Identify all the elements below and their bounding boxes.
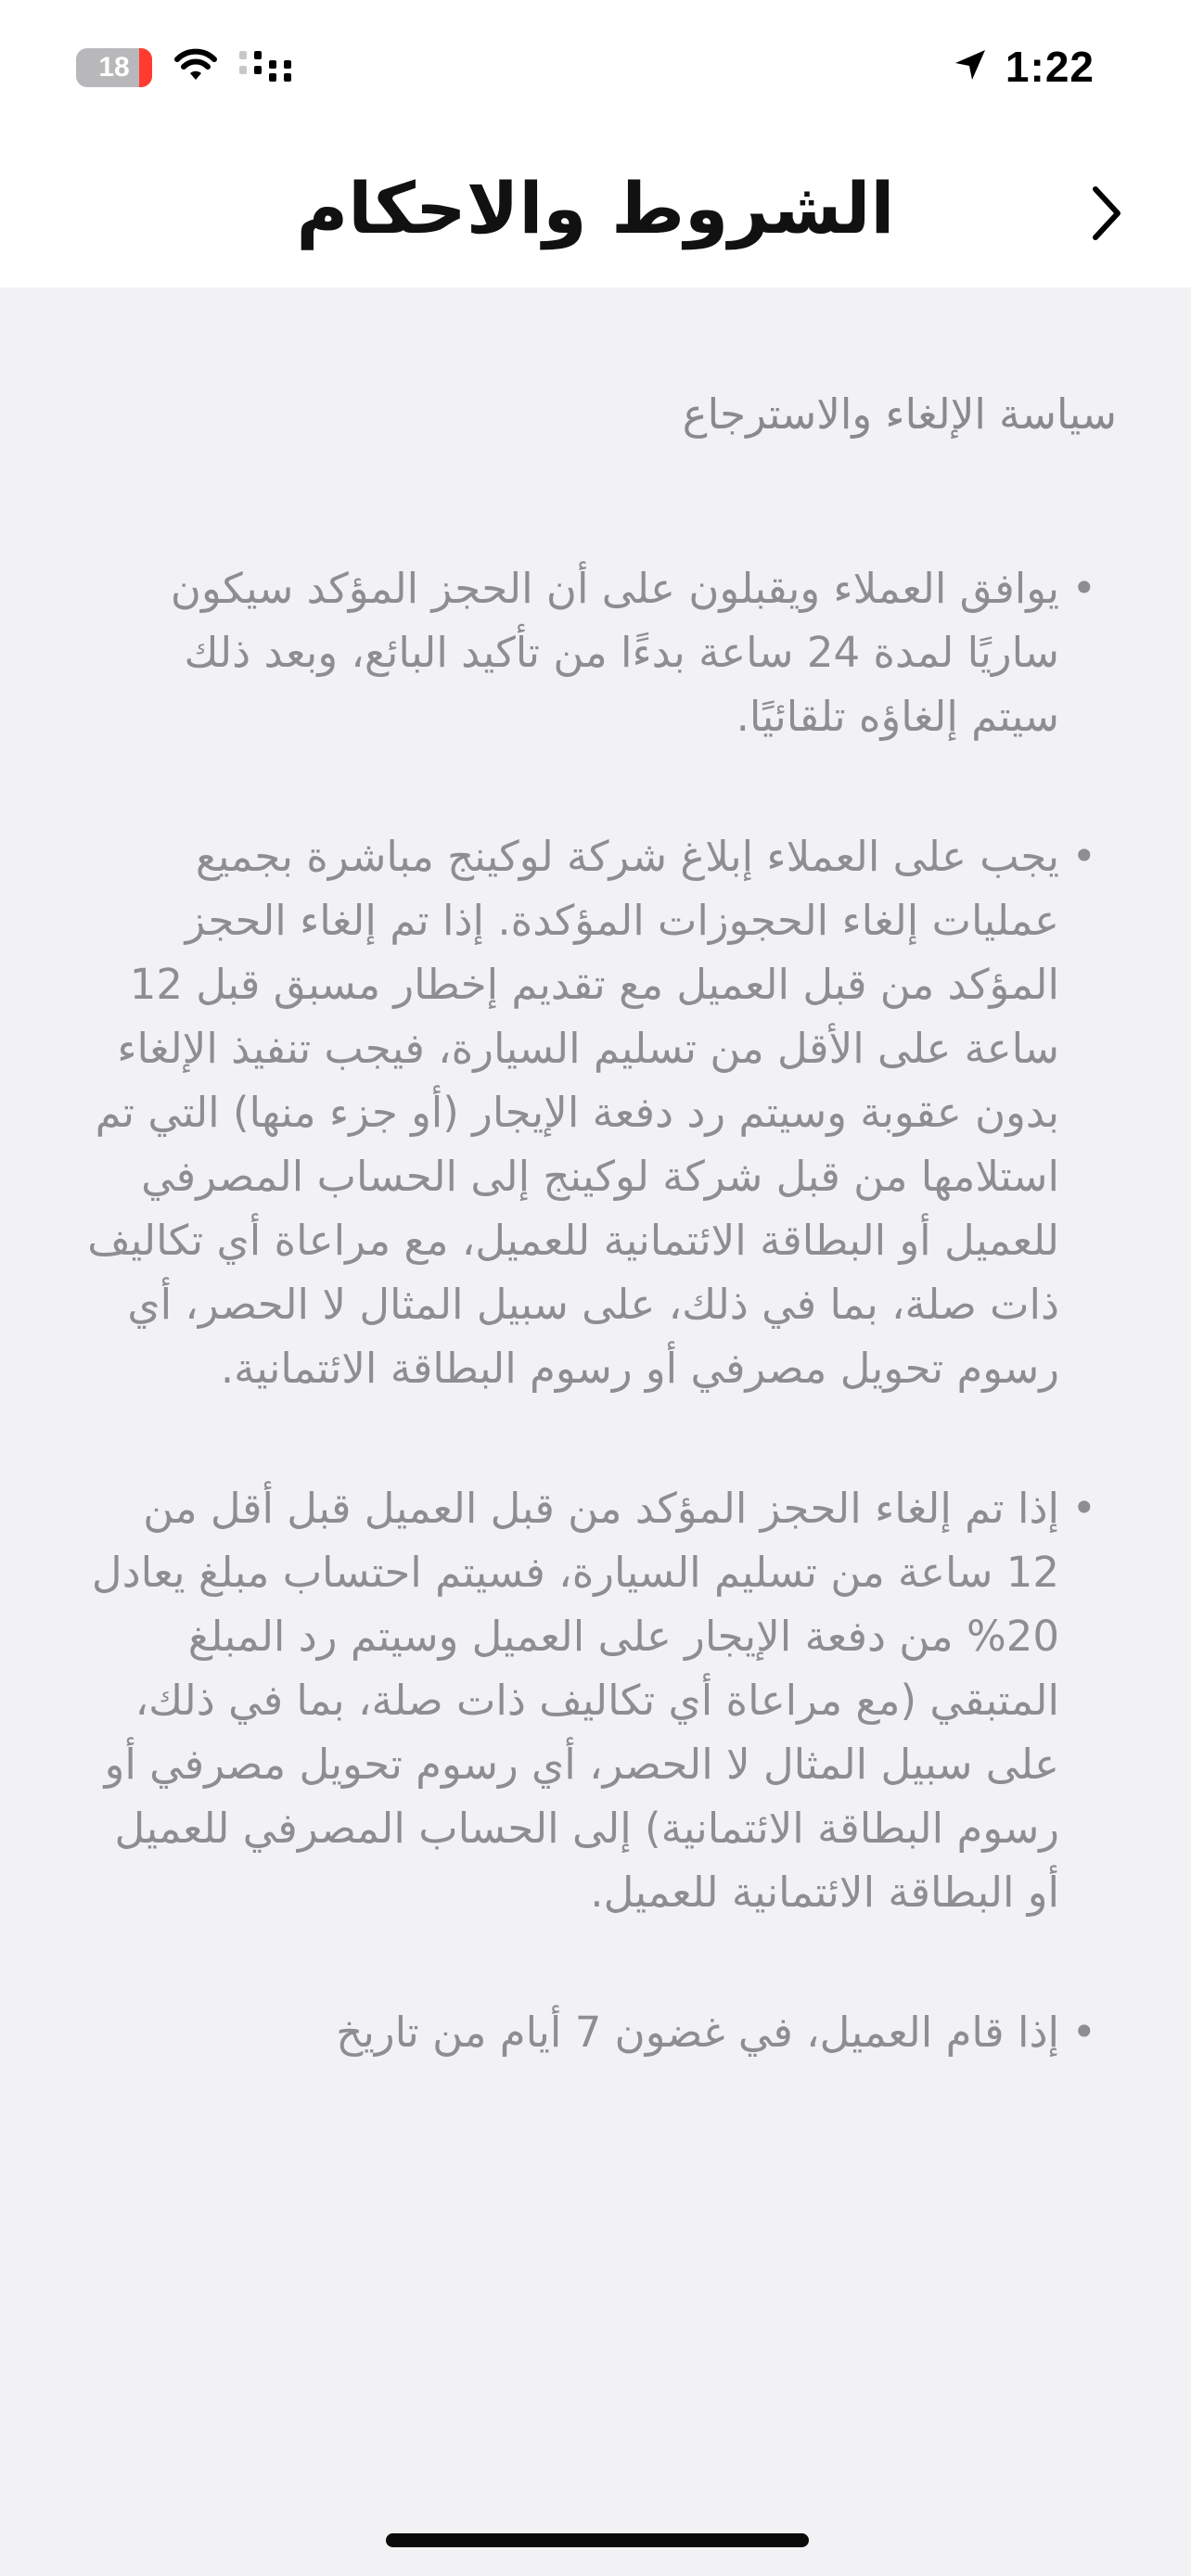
bullet: • [1071, 2008, 1096, 2057]
chevron-right-icon [1088, 184, 1125, 243]
home-indicator[interactable] [386, 2533, 809, 2547]
cellular-signal-icon [239, 47, 297, 88]
wifi-icon [173, 48, 219, 87]
list-item [87, 556, 1117, 748]
bullet: • [1071, 1484, 1096, 1533]
status-bar [0, 0, 1191, 139]
page-title: الشروط والاحكام [296, 167, 895, 249]
status-left [76, 46, 297, 89]
list-item [87, 824, 1117, 1400]
bullet: • [1071, 564, 1096, 613]
terms-content[interactable] [0, 287, 1191, 2476]
status-right [952, 41, 1095, 93]
bottom-area [0, 2392, 1191, 2576]
back-button[interactable] [1074, 176, 1139, 250]
battery-icon [76, 48, 152, 87]
list-item [87, 2000, 1117, 2064]
clock-time: 1:22 [1005, 43, 1095, 91]
terms-list [87, 556, 1117, 2140]
location-arrow-icon [952, 46, 989, 87]
navigation-bar [0, 139, 1191, 287]
section-title: سياسة الإلغاء والاسترجاع [682, 389, 1117, 439]
list-item-text: يجب على العملاء إبلاغ شركة لوكينج مباشرة بجميع عمليات إلغاء الحجوزات المؤكدة. إذا تم إلغاء الحجز المؤكد من قبل العميل مع تقديم إخطار مسبق قبل 12 ساعة على الأقل من تسليم السيارة، فيجب تنفيذ الإلغاء بدون عقوبة وسيتم رد دفعة الإيجار (أو جزء منها) التي تم استلامها من قبل شركة لوكينج إلى الحساب المصرفي للعميل أو البطاقة الائتمانية للعميل، مع مراعاة أي تكاليف ذات صلة، بما في ذلك، على سبيل المثال لا الحصر، أي رسوم تحويل مصرفي أو رسوم البطاقة الائتمانية. [87, 832, 1059, 1393]
list-item [87, 1476, 1117, 1924]
battery-level: 18 [98, 52, 130, 83]
bullet: • [1071, 832, 1096, 881]
list-item-text: إذا تم إلغاء الحجز المؤكد من قبل العميل قبل أقل من 12 ساعة من تسليم السيارة، فسيتم احتساب مبلغ يعادل 20% من دفعة الإيجار على العميل وسيتم رد المبلغ المتبقي (مع مراعاة أي تكاليف ذات صلة، بما في ذلك، على سبيل المثال لا الحصر، أي رسوم تحويل مصرفي أو رسوم البطاقة الائتمانية) إلى الحساب المصرفي للعميل أو البطاقة الائتمانية للعميل. [91, 1484, 1059, 1917]
list-item-text: إذا قام العميل، في غضون 7 أيام من تاريخ [336, 2008, 1059, 2057]
list-item-text: يوافق العملاء ويقبلون على أن الحجز المؤكد سيكون ساريًا لمدة 24 ساعة بدءًا من تأكيد البائع، وبعد ذلك سيتم إلغاؤه تلقائيًا. [170, 564, 1059, 741]
